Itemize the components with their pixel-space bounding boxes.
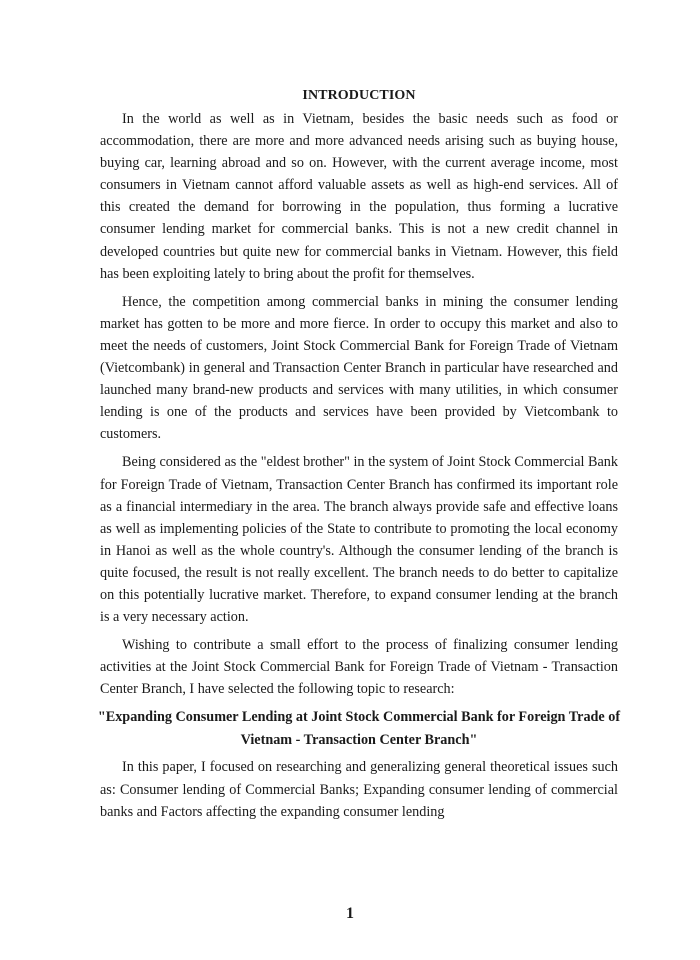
paragraph-1: In the world as well as in Vietnam, besides the basic needs such as food or accommodation, there are more and more advanced needs arising such as buying house, buying car, learning abroad and so on. However, with the current average income, most consumers in Vietnam cannot afford valuable assets as well as high-end services. All of this created the demand for borrowing in the population, thus forming a lucrative consumer lending market for commercial banks. This is not a new credit channel in developed countries but quite new for commercial banks in Vietnam. However, this field has been exploiting lately to bring about the profit for themselves. [100, 111, 618, 282]
research-topic-title: "Expanding Consumer Lending at Joint Stock Commercial Bank for Foreign Trade of Vietnam - Transaction Center Branch" [97, 709, 621, 748]
paragraph-3: Being considered as the "eldest brother" in the system of Joint Stock Commercial Bank for Foreign Trade of Vietnam, Transaction Center Branch has confirmed its important role as a financial intermediary in the area. The branch always provide safe and effective loans as well as implementing policies of the State to contribute to promoting the local economy in Hanoi as well as the whole country's. Although the consumer lending of the branch is quite focused, the result is not really excellent. The branch needs to do better to capitalize on this potentially lucrative market. Therefore, to expand consumer lending at the branch is a very necessary action. [100, 454, 618, 626]
paragraph-5: In this paper, I focused on researching and generalizing general theoretical issues such as: Consumer lending of Commercial Banks; Expanding consumer lending of commercial banks and Factors affecting the expanding consumer lending [100, 759, 618, 820]
section-heading: INTRODUCTION [302, 88, 416, 103]
document-page [97, 86, 621, 829]
paragraph-4: Wishing to contribute a small effort to the process of finalizing consumer lending activities at the Joint Stock Commercial Bank for Foreign Trade of Vietnam - Transaction Center Branch, I have selected the following topic to research: [100, 637, 618, 698]
page-number: 1 [346, 905, 354, 922]
paragraph-2: Hence, the competition among commercial banks in mining the consumer lending market has gotten to be more and more fierce. In order to occupy this market and also to meet the needs of customers, Joint Stock Commercial Bank for Foreign Trade of Vietnam (Vietcombank) in general and Transaction Center Branch in particular have researched and launched many brand-new products and services with many utilities, in which consumer lending is one of the products and services have been provided by Vietcombank to customers. [100, 293, 618, 443]
